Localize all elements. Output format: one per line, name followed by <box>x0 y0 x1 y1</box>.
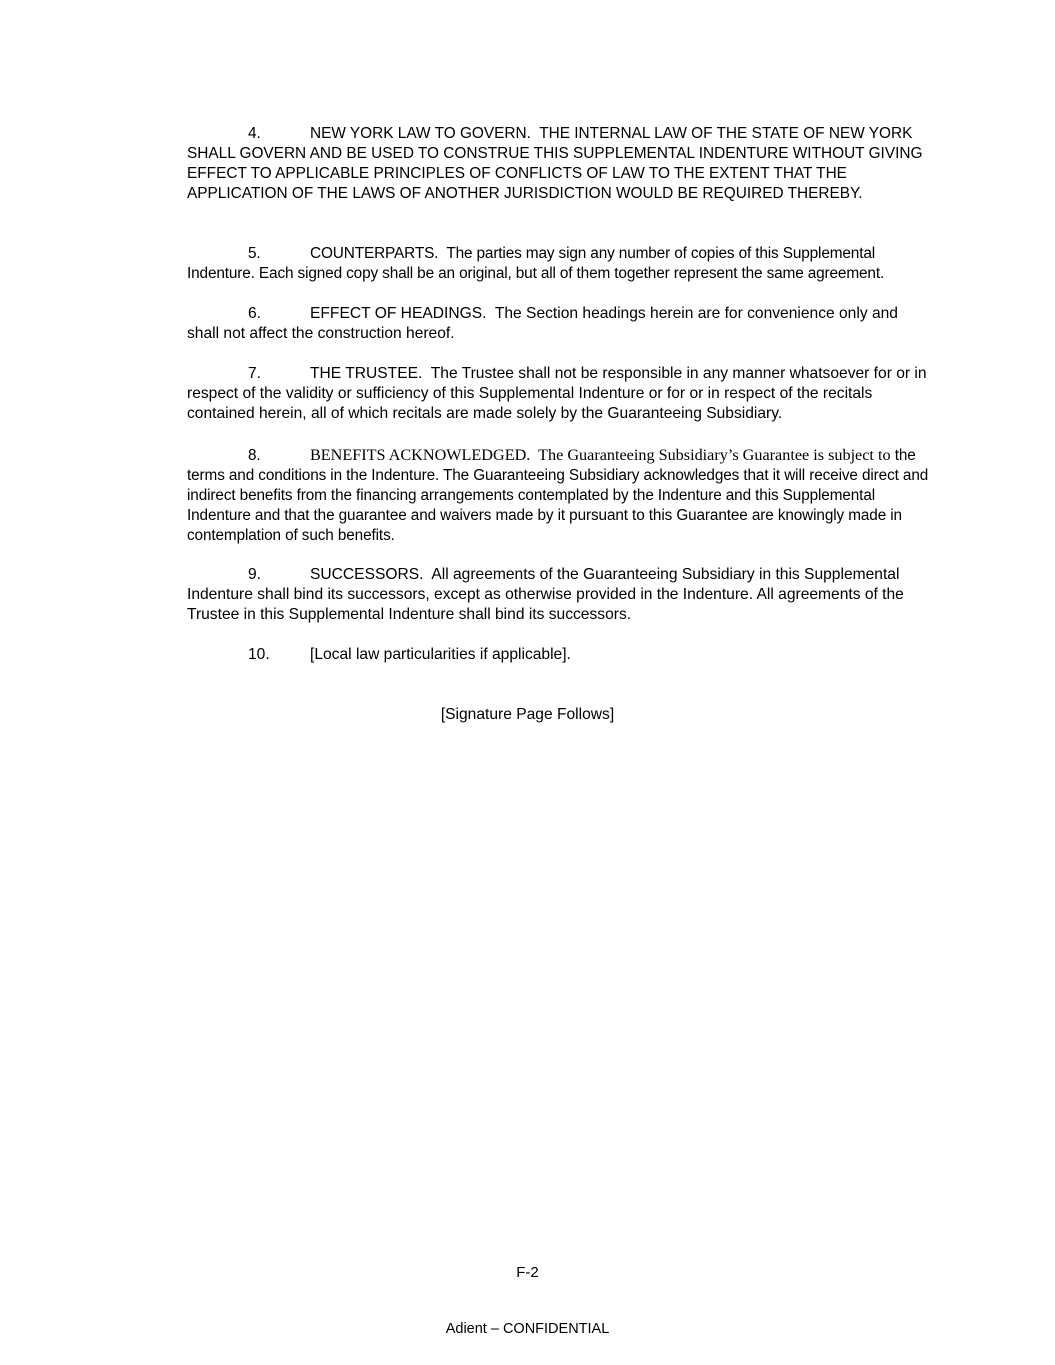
section-body: THE INTERNAL LAW OF THE STATE OF NEW YORK SHALL GOVERN AND BE USED TO CONSTRUE THIS SUPPLEMENTAL INDENTURE WITHOUT GIVING EFFECT TO APPLICABLE PRINCIPLES OF CONFLICTS OF LAW TO THE EXTENT THAT THE APPLICATION OF THE LAWS OF ANOTHER JURISDICTION WOULD BE REQUIRED THEREBY. <box>187 125 923 202</box>
section-8 <box>187 445 932 546</box>
page-number: F-2 <box>516 1264 539 1281</box>
section-body: The parties may sign any number of copies of this Supplemental Indenture. Each signed copy shall be an original, but all of them together represent the same agreement. <box>187 245 885 282</box>
section-number: 4. <box>248 125 261 142</box>
section-10 <box>187 645 932 665</box>
section-number: 7. <box>248 365 262 382</box>
section-heading: COUNTERPARTS. <box>310 245 439 262</box>
confidential-footer: Adient – CONFIDENTIAL <box>445 1321 610 1337</box>
section-5 <box>187 244 932 284</box>
section-7 <box>187 364 932 424</box>
section-body: The Trustee shall not be responsible in any manner whatsoever for or in respect of the validity or sufficiency of this Supplemental Indenture or for or in respect of the recitals contained herein, all of which recitals are made solely by the Guaranteeing Subsidiary. <box>187 365 927 422</box>
section-heading: NEW YORK LAW TO GOVERN. <box>310 125 531 142</box>
section-body: The Section headings herein are for convenience only and shall not affect the construction hereof. <box>187 305 898 342</box>
section-4 <box>187 124 932 204</box>
section-9 <box>187 565 932 625</box>
section-heading: THE TRUSTEE. <box>310 365 423 382</box>
section-number: 8. <box>248 447 261 464</box>
section-heading: [Local law particularities if applicable]. <box>310 646 571 663</box>
section-heading: BENEFITS ACKNOWLEDGED. <box>310 446 531 464</box>
section-lead: The Guaranteeing Subsidiary’s Guarantee is subject to <box>538 446 891 464</box>
section-number: 5. <box>248 245 261 262</box>
signature-page-note: [Signature Page Follows] <box>440 706 615 723</box>
section-heading: EFFECT OF HEADINGS. <box>310 305 487 322</box>
section-6 <box>187 304 932 344</box>
section-number: 9. <box>248 566 262 583</box>
section-heading: SUCCESSORS. <box>310 566 424 583</box>
section-body: the terms and conditions in the Indenture. The Guaranteeing Subsidiary acknowledges that it will receive direct and indirect benefits from the financing arrangements contemplated by the Indenture and this Supplemental Indenture and that the guarantee and waivers made by it pursuant to this Guarantee are knowingly made in contemplation of such benefits. <box>187 447 929 544</box>
section-number: 10. <box>248 646 270 663</box>
section-number: 6. <box>248 305 262 322</box>
section-body: All agreements of the Guaranteeing Subsidiary in this Supplemental Indenture shall bind its successors, except as otherwise provided in the Indenture. All agreements of the Trustee in this Supplemental Indenture shall bind its successors. <box>187 566 904 623</box>
